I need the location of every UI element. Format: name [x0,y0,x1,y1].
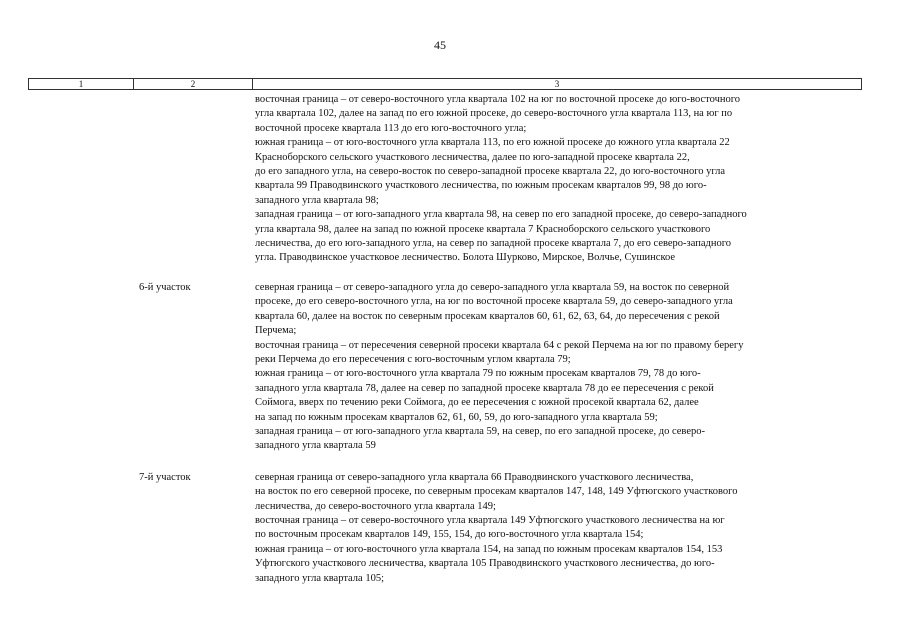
section-plot-7 [0,471,905,586]
text-line: просеке, до его северо-восточного угла, на юг по восточной просеке квартала 59, до северо-западного угла [255,296,733,308]
text-line: лесничества, до северо-восточного угла квартала 149; [255,500,496,512]
text-line: квартала 60, далее на восток по северным просекам кварталов 60, 61, 62, 63, 64, до пересечения с рекой [255,310,720,322]
text-line: западного угла квартала 78, далее на север по западной просеке квартала 78 до ее пересечения с рекой [255,382,714,394]
text-line: восточная граница – от северо-восточного угла квартала 149 Уфтюгского участкового лесничества на юг [255,514,725,526]
column-number-header [28,78,862,90]
column-1-number: 1 [29,79,134,90]
text-line: Соймога, вверх по течению реки Соймога, до ее пересечения с южной просекой квартала 62, далее [255,397,699,409]
text-line: восточная граница – от пересечения северной просеки квартала 64 с рекой Перчема на юг по правому берегу [255,339,744,351]
text-line: реки Перчема до его пересечения с юго-восточным углом квартала 79; [255,353,571,365]
text-line: Уфтюгского участкового лесничества, квартала 105 Праводвинского участкового лесничества, до юго- [255,558,715,570]
column-3-number: 3 [253,79,862,90]
section-boundary-text [255,471,867,586]
text-line: лесничества, до его юго-западного угла, на север по западной просеке квартала 7, до его северо-западного [255,238,732,250]
header-row [29,79,862,90]
text-line: восточная граница – от северо-восточного угла квартала 102 на юг по восточной просеке до юго-восточного [255,94,741,105]
text-line: до его западного угла, на северо-восток по северо-западной просеке квартала 22, до юго-восточного угла [255,166,726,178]
text-line: угла. Праводвинское участковое лесничество. Болота Шурково, Мирское, Волчье, Сушинское [255,252,676,264]
section-continuation [0,93,905,266]
document-body [0,93,905,586]
section-boundary-text [255,93,867,266]
text-line: южная граница – от юго-восточного угла квартала 154, на запад по южным просекам кварталов 154, 153 [255,543,723,555]
text-line: южная граница – от юго-восточного угла квартала 113, по его южной просеке до южного угла квартала 22 [255,137,730,149]
text-line: западного угла квартала 98; [255,194,379,206]
page-number: 45 [434,38,446,52]
text-line: южная граница – от юго-восточного угла квартала 79 по южным просекам кварталов 79, 78 до юго- [255,368,701,380]
text-line: северная граница – от северо-западного угла до северо-западного угла квартала 59, на восток по северной [255,281,730,293]
text-line: угла квартала 102, далее на запад по его южной просеке, до северо-восточного угла квартала 113, на юг по [255,108,733,120]
text-line: западного угла квартала 59 [255,440,376,452]
section-label: 6-й участок [139,281,191,293]
text-line: по восточным просекам кварталов 149, 155, 154, до юго-восточного угла квартала 154; [255,529,644,541]
text-line: Перчема; [255,325,297,337]
section-plot-6 [0,281,905,454]
text-line: угла квартала 98, далее на запад по южной просеке квартала 7 Красноборского сельского участкового [255,223,711,235]
text-line: на запад по южным просекам кварталов 62, 61, 60, 59, до юго-западного угла квартала 59; [255,411,658,423]
text-line: восточной просеке квартала 113 до его юго-восточного угла; [255,122,527,134]
text-line: западная граница – от юго-западного угла квартала 98, на север по его западной просеке, до северо-западного [255,209,747,221]
section-label: 7-й участок [139,471,191,483]
text-line: северная граница от северо-западного угла квартала 66 Праводвинского участкового лесничества, [255,471,694,483]
text-line: на восток по его северной просеке, по северным просекам кварталов 147, 148, 149 Уфтюгского участкового [255,486,738,498]
column-2-number: 2 [134,79,253,90]
section-boundary-text [255,281,867,454]
text-line: западного угла квартала 105; [255,572,384,584]
text-line: квартала 99 Праводвинского участкового лесничества, по южным просекам кварталов 99, 98 до юго- [255,180,707,192]
text-line: Красноборского сельского участкового лесничества, далее по юго-западной просеке квартала 22, [255,151,690,163]
text-line: западная граница – от юго-западного угла квартала 59, на север, по его западной просеке, до северо- [255,425,705,437]
